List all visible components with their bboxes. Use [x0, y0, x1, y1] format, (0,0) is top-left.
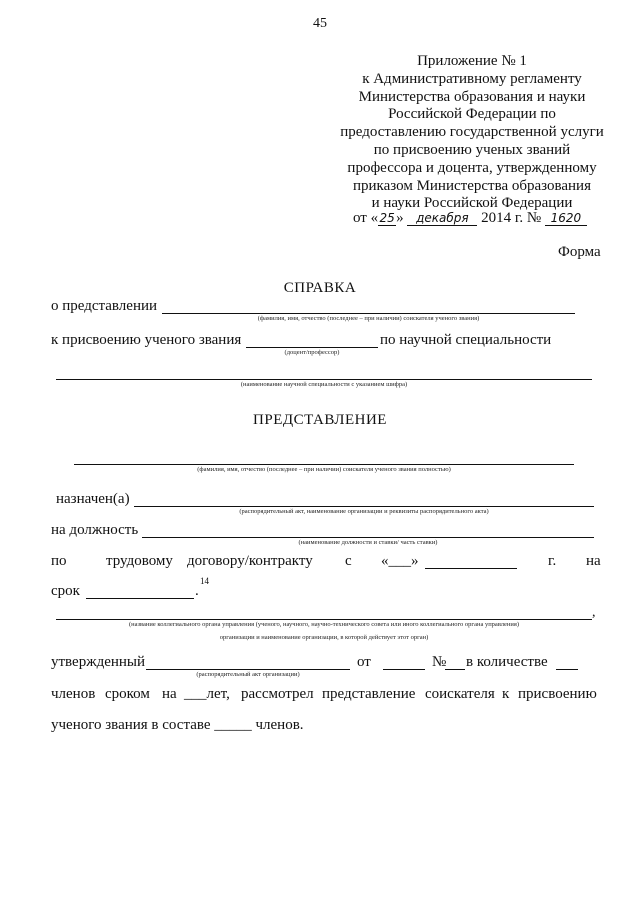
appendix-line: и науки Российской Федерации — [371, 195, 573, 212]
row7-word: трудовому — [106, 553, 173, 569]
paragraph-word: на — [162, 686, 177, 702]
appendix-line: профессора и доцента, утвержденному — [347, 159, 597, 176]
row7-word: на — [586, 553, 601, 569]
row7-term: срок — [51, 583, 80, 599]
paragraph-word: к — [502, 686, 510, 702]
row6-caption: (наименование должности и ставки/ часть ставки) — [298, 539, 438, 546]
row3-caption: (наименование научной специальности с указанием шифра) — [240, 381, 408, 388]
row7-year-line — [425, 568, 517, 569]
appendix-line: приказом Министерства образования — [353, 177, 591, 194]
row9-act-line — [146, 669, 350, 670]
appendix-lines — [322, 53, 622, 213]
row2-label: к присвоению ученого звания — [51, 332, 242, 348]
row7-term-line — [86, 598, 194, 599]
paragraph-word: представление — [322, 686, 416, 702]
row5-label: назначен(а) — [56, 491, 130, 507]
row9-amount: в количестве — [466, 654, 548, 670]
row9-date-line — [383, 669, 425, 670]
date-mid: » — [396, 210, 404, 226]
row9-number: № — [432, 654, 447, 670]
row8-comma: , — [592, 605, 596, 620]
date-prefix: от « — [353, 210, 379, 226]
date-day: 25 — [379, 211, 395, 225]
row5-caption: (распорядительный акт, наименование организации и реквизиты распорядительного акта) — [239, 508, 489, 515]
row6-label: на должность — [51, 522, 139, 538]
paragraph-word: соискателя — [425, 686, 495, 702]
appendix-line: предоставлению государственной услуги — [340, 124, 604, 141]
paragraph-word: рассмотрел — [241, 686, 314, 702]
appendix-line: к Административному регламенту — [362, 70, 582, 87]
paragraph-word: ___лет, — [184, 686, 230, 702]
row9-caption: (распорядительный акт организации) — [196, 671, 300, 678]
paragraph-word: членов — [51, 686, 96, 702]
form-label: Форма — [558, 244, 601, 260]
row2-line — [246, 347, 378, 348]
appendix-line: Приложение № 1 — [417, 53, 527, 69]
row1-caption: (фамилия, имя, отчество (последнее – при наличии) соискателя ученого звания) — [257, 315, 480, 322]
document-title: СПРАВКА — [283, 280, 357, 296]
row4-caption: (фамилия, имя, отчество (последнее – при наличии) соискателя ученого звания полностью) — [197, 466, 451, 473]
order-date — [353, 210, 587, 227]
appendix-block — [322, 53, 622, 213]
row8-caption-2: организации и наименование организации, в которой действует этот орган) — [219, 634, 429, 641]
row1-line — [162, 313, 575, 314]
footnote-mark: 14 — [200, 576, 209, 586]
appendix-line: Министерства образования и науки — [358, 88, 586, 105]
paragraph-word: присвоению — [518, 686, 597, 702]
row9-number-line — [445, 669, 465, 670]
row7-word: «___» — [381, 553, 419, 569]
row9-amount-line — [556, 669, 578, 670]
row1-label: о представлении — [51, 298, 158, 314]
row8-caption-1: (название коллегиального органа управления (ученого, научного, научно-технического совета или иного коллегиального органа управления) — [128, 621, 520, 628]
row2-suffix: по научной специальности — [380, 332, 552, 348]
date-year: 2014 г. № — [481, 210, 542, 226]
row5-line — [134, 506, 594, 507]
row7-word: договору/контракту — [187, 553, 313, 569]
row6-line — [142, 537, 594, 538]
row9-from: от — [357, 654, 371, 670]
row7-dot: . — [195, 583, 199, 599]
row8-line — [56, 619, 592, 620]
appendix-line: по присвоению ученых званий — [373, 141, 571, 158]
row4-line — [74, 464, 574, 465]
page-number: 45 — [313, 16, 327, 31]
row7-word: по — [51, 553, 67, 569]
appendix-line: Российской Федерации по — [388, 106, 556, 123]
paragraph-line-2: ученого звания в составе _____ членов. — [51, 717, 304, 733]
row3-line — [56, 379, 592, 380]
row9-label: утвержденный — [51, 654, 146, 670]
order-number: 1620 — [545, 211, 587, 226]
row7-word: г. — [548, 553, 557, 569]
paragraph-word: сроком — [105, 686, 150, 702]
row2-caption: (доцент/профессор) — [284, 349, 340, 356]
date-month: декабря — [407, 211, 477, 226]
row7-word: с — [345, 553, 352, 569]
section-title: ПРЕДСТАВЛЕНИЕ — [253, 412, 387, 428]
